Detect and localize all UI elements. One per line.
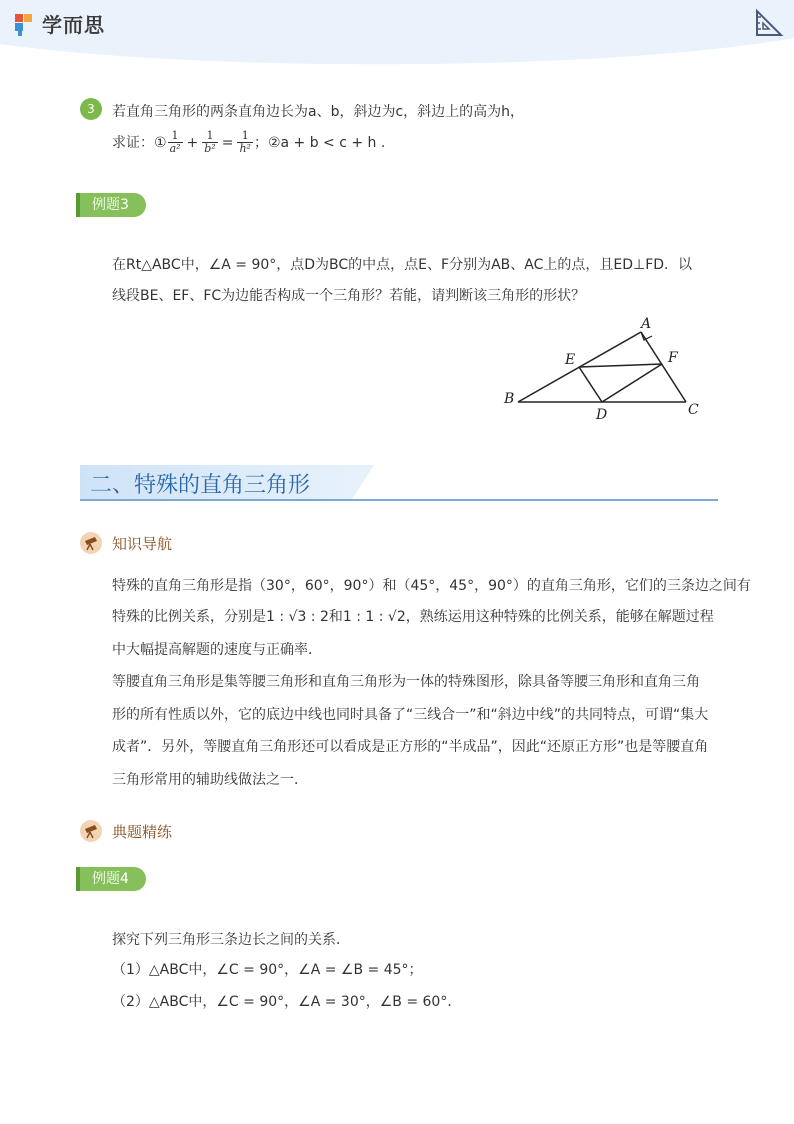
example4-tag: 例题4 bbox=[80, 867, 146, 891]
label-C: C bbox=[688, 402, 699, 418]
section-title bbox=[80, 465, 718, 501]
problem-number-badge: 3 bbox=[80, 98, 102, 120]
page-header bbox=[0, 0, 794, 70]
brand-mark-icon bbox=[12, 11, 38, 37]
knowledge-nav-heading: 知识导航 bbox=[80, 532, 172, 554]
fraction-1-over-a2: $\frac{1}{\text{a²}}$ bbox=[169, 129, 181, 155]
nav-p1-line2: 特殊的比例关系，分别是1 : √3 : 2和1 : 1 : √2，熟练运用这种特殊的比例关系，能够在解题过程 bbox=[112, 609, 714, 625]
label-B: B bbox=[504, 391, 515, 407]
example4-item2: （2）△ABC中，∠C = 90°，∠A = 30°，∠B = 60°． bbox=[112, 994, 462, 1010]
typical-heading: 典题精练 bbox=[80, 820, 172, 842]
example3-line1: 在Rt△ABC中，∠A = 90°，点D为BC的中点，点E、F分别为AB、AC上的点，且ED⊥FD．以 bbox=[112, 257, 693, 273]
header-wave bbox=[0, 0, 794, 70]
nav-p2-line2: 形的所有性质以外，它的底边中线也同时具备了“三线合一”和“斜边中线”的共同特点，可谓“集大 bbox=[112, 707, 709, 723]
segment-AC bbox=[641, 332, 686, 402]
telescope-icon bbox=[80, 820, 102, 842]
ruler-triangle-icon bbox=[754, 8, 784, 38]
example4-intro: 探究下列三角形三条边长之间的关系． bbox=[112, 932, 350, 948]
fraction-1-over-h2: $\frac{1}{\text{h²}}$ bbox=[239, 129, 251, 155]
label-A: A bbox=[641, 316, 652, 332]
segment-EF bbox=[579, 364, 662, 367]
nav-p2-line3: 成者”．另外，等腰直角三角形还可以看成是正方形的“半成品”，因此“还原正方形”也是等腰直角 bbox=[112, 739, 709, 755]
nav-p1-line3: 中大幅提高解题的速度与正确率． bbox=[112, 642, 322, 658]
prove-label: 求证：① bbox=[112, 134, 167, 151]
nav-p2-line1: 等腰直角三角形是集等腰三角形和直角三角形为一体的特殊图形，除具备等腰三角形和直角三角 bbox=[112, 674, 700, 690]
nav-p1-line1: 特殊的直角三角形是指（30°，60°，90°）和（45°，45°，90°）的直角三角形，它们的三条边之间有 bbox=[112, 578, 751, 594]
nav-p2-line4: 三角形常用的辅助线做法之一． bbox=[112, 772, 308, 788]
triangle-figure bbox=[500, 312, 710, 424]
label-E: E bbox=[565, 352, 576, 368]
brand-name: 学而思 bbox=[42, 13, 105, 37]
segment-ED bbox=[579, 367, 602, 402]
problem3-part2: ；②a + b < c + h . bbox=[253, 134, 386, 151]
telescope-icon bbox=[80, 532, 102, 554]
example3-tag: 例题3 bbox=[80, 193, 146, 217]
segment-DF bbox=[602, 364, 662, 402]
example3-line2: 线段BE、EF、FC为边能否构成一个三角形？若能，请判断该三角形的形状？ bbox=[112, 288, 586, 304]
fraction-1-over-b2: $\frac{1}{\text{b²}}$ bbox=[204, 129, 216, 155]
section-title-text: 二、特殊的直角三角形 bbox=[90, 473, 311, 498]
problem3-line2: 求证：① $\frac{1}{\text{a²}}$ + $\frac{1}{\text{b²}}$ = $\frac{1}{\text{h²}}$ ；②a + b < c + h . bbox=[112, 129, 386, 155]
problem3-line1: 若直角三角形的两条直角边长为a、b，斜边为c，斜边上的高为h， bbox=[112, 104, 525, 120]
example4-item1: （1）△ABC中，∠C = 90°，∠A = ∠B = 45°； bbox=[112, 962, 423, 978]
label-D: D bbox=[596, 407, 608, 423]
brand-logo bbox=[12, 9, 105, 38]
label-F: F bbox=[668, 350, 678, 366]
